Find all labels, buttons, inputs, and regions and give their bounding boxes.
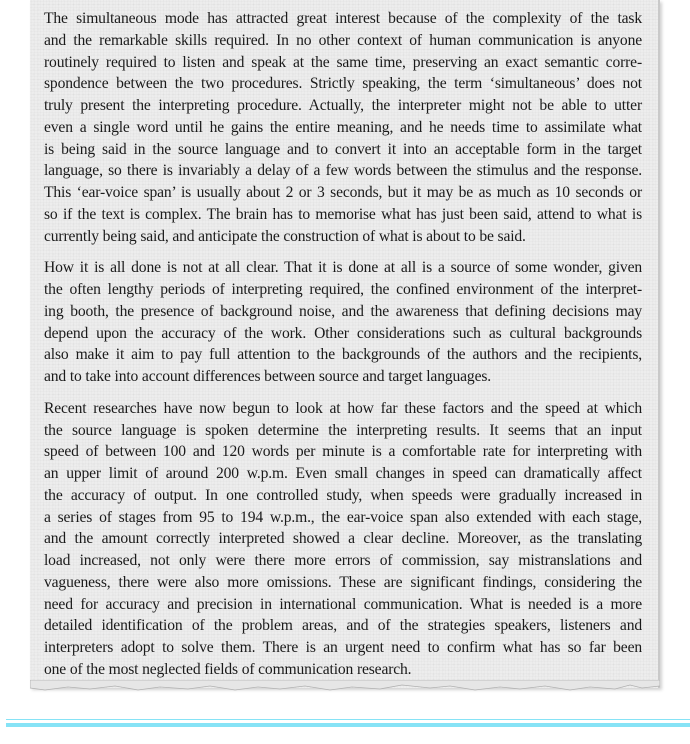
text-line: is being said in the source language and to convert it into an acceptable form in the target	[44, 140, 642, 158]
text-line: load increased, not only were there more errors of commission, say mistranslations and	[44, 552, 642, 569]
text-line: the accuracy of output. In one controlled study, when speeds were gradually increased in	[44, 486, 642, 504]
text-line: and to take into account differences between source and target languages.	[44, 368, 492, 385]
text-line: need for accuracy and precision in international communication. What is needed is a more	[44, 595, 642, 613]
text-line: vagueness, there were also more omissions. These are significant findings, considering the	[44, 573, 642, 591]
text-line: routinely required to listen and speak at the same time, preserving an exact semantic corre-	[44, 53, 642, 71]
paragraph-1	[44, 8, 642, 247]
paragraph-3	[44, 398, 642, 681]
text-line: and the remarkable skills required. In no other context of human communication is anyone	[44, 31, 642, 49]
text-line: so if the text is complex. The brain has to memorise what has just been said, attend to what is	[44, 205, 642, 223]
text-line: The simultaneous mode has attracted great interest because of the complexity of the task	[44, 10, 642, 27]
text-line: even a single word until he gains the entire meaning, and he needs time to assimilate what	[44, 118, 642, 136]
text-line: interpreters adopt to solve them. There is an urgent need to confirm what has so far been	[44, 639, 642, 656]
text-line: the often lengthy periods of interpreting required, the confined environment of the interpret-	[44, 281, 642, 298]
text-line: truly present the interpreting procedure. Actually, the interpreter might not be able to utter	[44, 97, 642, 114]
text-line: Recent researches have now begun to look at how far these factors and the speed at which	[44, 399, 642, 417]
text-line: also make it aim to pay full attention to the backgrounds of the authors and the recipients,	[44, 346, 642, 364]
text-line: speed of between 100 and 120 words per minute is a comfortable rate for interpreting with	[44, 443, 642, 461]
text-line: one of the most neglected fields of communication research.	[44, 660, 412, 678]
divider-line-thin	[6, 719, 690, 720]
text-line: and the amount correctly interpreted showed a clear decline. Moreover, as the translating	[44, 530, 642, 548]
text-line: This ‘ear-voice span’ is usually about 2 or 3 seconds, but it may be as much as 10 seconds or	[44, 184, 642, 201]
text-line: detailed identification of the problem areas, and of the strategies speakers, listeners and	[44, 617, 642, 635]
text-line: an upper limit of around 200 w.p.m. Even small changes in speed can dramatically affect	[44, 465, 642, 482]
text-line: depend upon the accuracy of the work. Other considerations such as cultural backgrounds	[44, 324, 642, 342]
text-line: a series of stages from 95 to 194 w.p.m., the ear-voice span also extended with each stage,	[44, 508, 642, 526]
text-line: ing booth, the presence of background noise, and the awareness that defining decisions may	[44, 302, 642, 320]
text-line: How it is all done is not at all clear. That it is done at all is a source of some wonder, given	[44, 259, 642, 277]
divider-line-thick	[6, 723, 690, 727]
text-line: language, so there is invariably a delay of a few words between the stimulus and the response.	[44, 162, 642, 180]
text-line: spondence between the two procedures. Strictly speaking, the term ‘simultaneous’ does not	[44, 75, 642, 93]
text-line: the source language is spoken determine the interpreting results. It seems that an input	[44, 421, 642, 439]
document-body	[44, 8, 642, 691]
text-line: currently being said, and anticipate the construction of what is about to be said.	[44, 227, 526, 245]
paragraph-2	[44, 257, 642, 388]
